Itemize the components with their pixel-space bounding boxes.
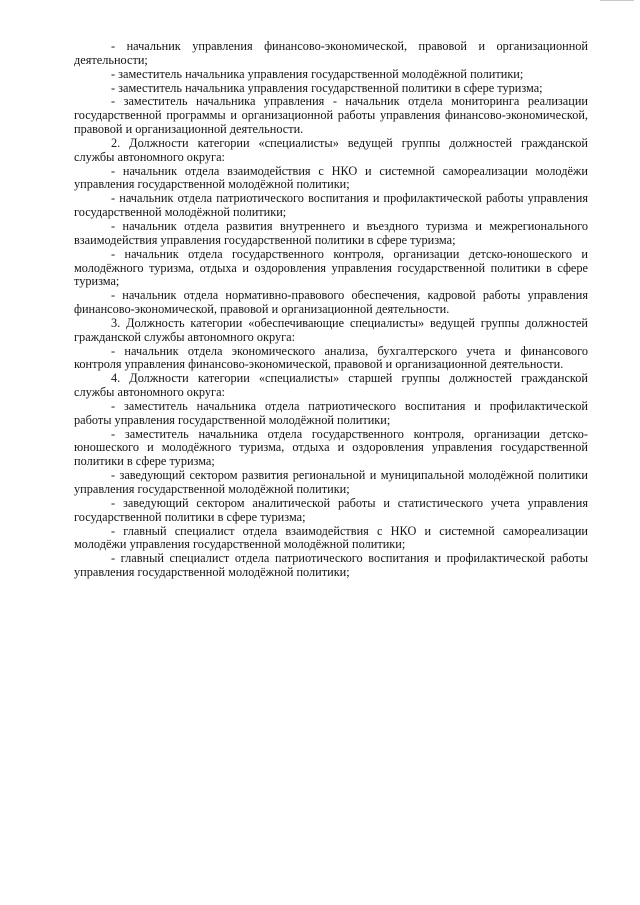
list-item: - начальник отдела развития внутреннего и въездного туризма и межрегионального взаимодействия управления государственной политики в сфере туризма; [74, 218, 588, 247]
list-item: - главный специалист отдела патриотического воспитания и профилактической работы управления государственной молодёжной политики; [74, 551, 588, 580]
list-item: - заместитель начальника управления государственной политики в сфере туризма; [111, 80, 543, 95]
list-item: - начальник отдела патриотического воспитания и профилактической работы управления государственной молодёжной политики; [74, 191, 588, 220]
document-body [74, 40, 588, 580]
list-item: - заведующий сектором развития региональной и муниципальной молодёжной политики управления государственной молодёжной политики; [74, 468, 588, 496]
scan-corner-mark [600, 0, 634, 3]
list-item: - начальник отдела экономического анализа, бухгалтерского учета и финансового контроля управления финансово-экономической, правовой и организационной деятельности. [74, 343, 588, 372]
list-item: - заведующий сектором аналитической работы и статистического учета управления государственной политики в сфере туризма; [74, 495, 588, 524]
list-item: - начальник отдела нормативно-правового обеспечения, кадровой работы управления финансово-экономической, правовой и организационной деятельности. [74, 288, 588, 317]
section-heading-2: 2. Должности категории «специалисты» ведущей группы должностей гражданской службы автономного округа: [74, 135, 588, 164]
list-item: - начальник управления финансово-экономической, правовой и организационной деятельности; [74, 39, 588, 67]
list-item: - заместитель начальника управления - начальник отдела мониторинга реализации государственной программы и организационной работы управления финансово-экономической, правовой и организационной деятельности. [74, 94, 588, 137]
list-item: - заместитель начальника отдела государственного контроля, организации детско-юношеского и молодёжного туризма, отдыха и оздоровления управления государственной политики в сфере туризма; [74, 426, 588, 469]
section-heading-3: 3. Должность категории «обеспечивающие специалисты» ведущей группы должностей гражданской службы автономного округа: [74, 315, 588, 344]
list-item: - начальник отдела государственного контроля, организации детско-юношеского и молодёжного туризма, отдыха и оздоровления управления государственной политики в сфере туризма; [74, 246, 588, 289]
list-item: - главный специалист отдела взаимодействия с НКО и системной самореализации молодёжи управления государственной молодёжной политики; [74, 523, 588, 552]
section-heading-4: 4. Должности категории «специалисты» старшей группы должностей гражданской службы автономного округа: [74, 371, 588, 400]
list-item: - заместитель начальника отдела патриотического воспитания и профилактической работы управления государственной молодёжной политики; [74, 398, 588, 427]
list-item: - начальник отдела взаимодействия с НКО и системной самореализации молодёжи управления государственной молодёжной политики; [74, 163, 588, 192]
list-item: - заместитель начальника управления государственной молодёжной политики; [111, 66, 524, 81]
